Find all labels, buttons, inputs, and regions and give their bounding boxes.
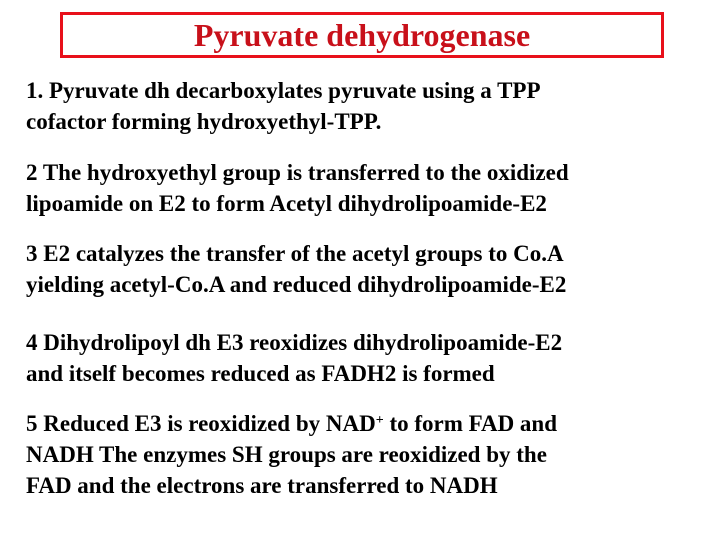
step-5-paragraph <box>26 408 706 501</box>
step-5-line-1-post: to form FAD and <box>383 411 558 436</box>
step-3-line-1: 3 E2 catalyzes the transfer of the acetyl groups to Co.A <box>26 241 564 266</box>
step-3-paragraph <box>26 238 706 300</box>
step-5-line-3: FAD and the electrons are transferred to NADH <box>26 473 498 498</box>
step-2-line-1: 2 The hydroxyethyl group is transferred to the oxidized <box>26 160 569 185</box>
page-title: Pyruvate dehydrogenase <box>193 17 531 53</box>
step-2-paragraph <box>26 157 706 219</box>
step-1-paragraph <box>26 75 706 137</box>
step-3-line-2: yielding acetyl-Co.A and reduced dihydrolipoamide-E2 <box>26 272 567 297</box>
step-5-line-2: NADH The enzymes SH groups are reoxidized by the <box>26 442 547 467</box>
step-4-paragraph <box>26 327 706 389</box>
step-4-line-2: and itself becomes reduced as FADH2 is formed <box>26 361 495 386</box>
superscript-plus: + <box>375 413 384 428</box>
step-5-line-1-pre: 5 Reduced E3 is reoxidized by NAD <box>26 411 376 436</box>
step-1-line-2: cofactor forming hydroxyethyl-TPP. <box>26 109 382 134</box>
step-2-line-2: lipoamide on E2 to form Acetyl dihydrolipoamide-E2 <box>26 191 547 216</box>
step-1-line-1: 1. Pyruvate dh decarboxylates pyruvate using a TPP <box>26 78 541 103</box>
step-5-line-1 <box>26 408 706 439</box>
step-4-line-1: 4 Dihydrolipoyl dh E3 reoxidizes dihydrolipoamide-E2 <box>26 330 563 355</box>
title-box <box>60 12 664 58</box>
